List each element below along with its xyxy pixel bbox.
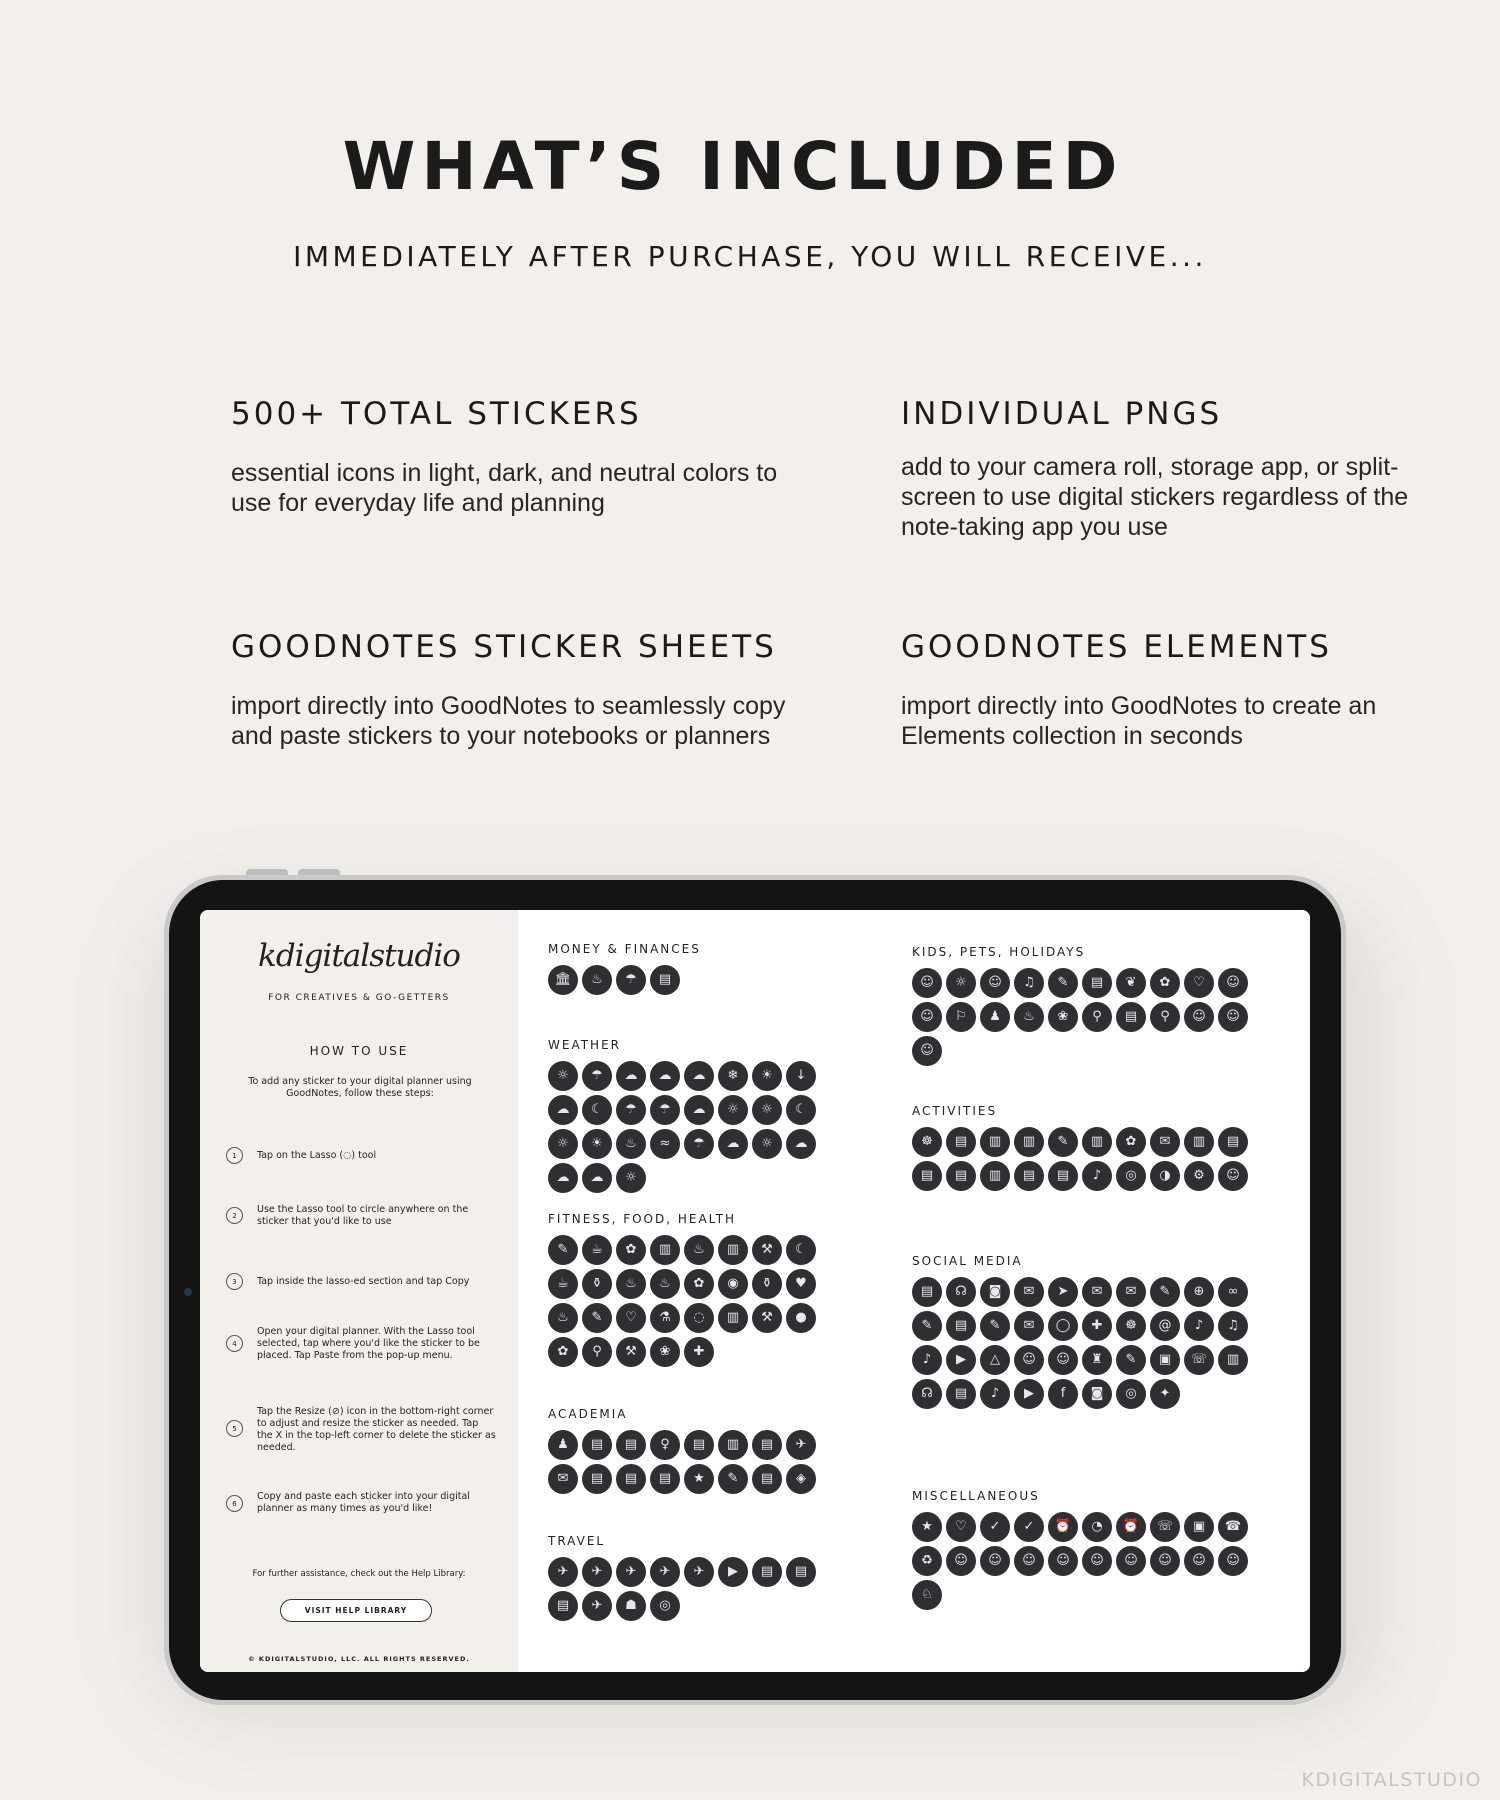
sticker-icon[interactable]: ✿ (616, 1235, 646, 1265)
category-money-finances (548, 942, 848, 995)
sticker-icon[interactable]: ▤ (1116, 1002, 1146, 1032)
sticker-icon[interactable]: ✎ (582, 1303, 612, 1333)
feature-description: import directly into GoodNotes to create an Elements collection in seconds (901, 692, 1377, 750)
sticker-icon[interactable]: ↓ (786, 1061, 816, 1091)
sticker-icon[interactable]: ▤ (786, 1557, 816, 1587)
step-number: 3 (226, 1273, 243, 1290)
tablet-screen (200, 910, 1310, 1672)
category-title: ACADEMIA (548, 1407, 628, 1421)
help-assist-text: For further assistance, check out the Help Library: (252, 1569, 466, 1579)
sticker-icon[interactable]: ☏ (1184, 1345, 1214, 1375)
sticker-icon[interactable]: ◎ (650, 1591, 680, 1621)
sticker-grid (912, 1127, 1272, 1191)
sticker-icon[interactable]: ▥ (980, 1127, 1010, 1157)
sticker-icon[interactable]: ◙ (980, 1277, 1010, 1307)
step-text: Copy and paste each sticker into your digital planner as many times as you'd like! (257, 1491, 470, 1514)
sticker-icon[interactable]: ▶ (946, 1345, 976, 1375)
sticker-icon[interactable]: ☁ (718, 1129, 748, 1159)
sticker-icon[interactable]: ★ (912, 1512, 942, 1542)
sticker-icon[interactable]: ☏ (1150, 1512, 1180, 1542)
feature-description: add to your camera roll, storage app, or split-screen to use digital stickers regardless of the note-taking app you use (901, 453, 1409, 541)
sticker-icon[interactable]: ❀ (650, 1337, 680, 1367)
sticker-icon[interactable]: ✎ (548, 1235, 578, 1265)
sticker-icon[interactable]: ☺ (1218, 1546, 1248, 1576)
sticker-grid (548, 1430, 848, 1494)
sticker-grid (548, 965, 848, 995)
sticker-icon[interactable]: ☁ (582, 1163, 612, 1193)
category-title: FITNESS, FOOD, HEALTH (548, 1212, 737, 1226)
sticker-icon[interactable]: ♥ (786, 1269, 816, 1299)
step-text: Use the Lasso tool to circle anywhere on the sticker that you'd like to use (257, 1204, 469, 1227)
sticker-icon[interactable]: ⚒ (752, 1303, 782, 1333)
step-number: 2 (226, 1207, 243, 1224)
sticker-icon[interactable]: ▤ (616, 1464, 646, 1494)
sticker-icon[interactable]: ☁ (548, 1163, 578, 1193)
sticker-sheet (518, 910, 1310, 1672)
sticker-icon[interactable]: ☼ (752, 1129, 782, 1159)
sticker-icon[interactable]: ∞ (1218, 1277, 1248, 1307)
sticker-icon[interactable]: ▥ (1184, 1127, 1214, 1157)
sticker-icon[interactable]: ✿ (684, 1269, 714, 1299)
sticker-icon[interactable]: ☁ (684, 1061, 714, 1091)
sticker-icon[interactable]: ◈ (786, 1464, 816, 1494)
category-title: MONEY & FINANCES (548, 942, 701, 956)
category-title: SOCIAL MEDIA (912, 1254, 1023, 1268)
sticker-icon[interactable]: ⚱ (582, 1269, 612, 1299)
sticker-icon[interactable]: ☁ (548, 1095, 578, 1125)
sticker-icon[interactable]: ☺ (1048, 1546, 1078, 1576)
category-weather (548, 1038, 848, 1193)
sticker-icon[interactable]: ▤ (650, 1464, 680, 1494)
sticker-icon[interactable]: ⚗ (650, 1303, 680, 1333)
sticker-icon[interactable]: ✉ (1116, 1277, 1146, 1307)
sticker-icon[interactable]: ✿ (1116, 1127, 1146, 1157)
sticker-icon[interactable]: ☂ (616, 965, 646, 995)
feature-description: essential icons in light, dark, and neutral colors to use for everyday life and planning (231, 459, 778, 517)
sticker-icon[interactable]: ✦ (1150, 1379, 1180, 1409)
sticker-icon[interactable]: ▥ (1014, 1127, 1044, 1157)
page-subheadline: IMMEDIATELY AFTER PURCHASE, YOU WILL RECEIVE... (293, 240, 1207, 273)
sticker-icon[interactable]: ✈ (582, 1591, 612, 1621)
sticker-icon[interactable]: ♪ (1082, 1161, 1112, 1191)
sticker-grid (912, 1277, 1272, 1409)
sticker-icon[interactable]: ☀ (752, 1061, 782, 1091)
sticker-icon[interactable]: ▶ (1014, 1379, 1044, 1409)
category-miscellaneous (912, 1489, 1272, 1610)
sticker-icon[interactable]: ☺ (1014, 1546, 1044, 1576)
sticker-icon[interactable]: ⏰ (1048, 1512, 1078, 1542)
sticker-icon[interactable]: ✉ (548, 1464, 578, 1494)
sticker-icon[interactable]: ☺ (912, 1002, 942, 1032)
feature-description: import directly into GoodNotes to seamlessly copy and paste stickers to your notebooks or planners (231, 692, 786, 750)
sticker-icon[interactable]: ◑ (1150, 1161, 1180, 1191)
step-number: 4 (226, 1335, 243, 1352)
sticker-icon[interactable]: ➤ (1048, 1277, 1078, 1307)
sticker-icon[interactable]: ♫ (1218, 1311, 1248, 1341)
sticker-grid (548, 1235, 848, 1367)
sticker-icon[interactable]: ✈ (786, 1430, 816, 1460)
sticker-icon[interactable]: ▥ (718, 1235, 748, 1265)
sticker-icon[interactable]: ♪ (1184, 1311, 1214, 1341)
instructions-sidebar (200, 910, 518, 1672)
sticker-icon[interactable]: ♘ (912, 1580, 942, 1610)
sticker-icon[interactable]: ✉ (1082, 1277, 1112, 1307)
sticker-icon[interactable]: ✈ (582, 1557, 612, 1587)
sticker-icon[interactable]: ▶ (718, 1557, 748, 1587)
sticker-icon[interactable]: ☾ (786, 1235, 816, 1265)
sticker-icon[interactable]: ☊ (912, 1379, 942, 1409)
sticker-icon[interactable]: ☼ (548, 1061, 578, 1091)
sticker-icon[interactable]: ◌ (684, 1303, 714, 1333)
sticker-icon[interactable]: ✈ (548, 1557, 578, 1587)
sticker-icon[interactable]: ☺ (1184, 1546, 1214, 1576)
step-text: Tap inside the lasso-ed section and tap Copy (257, 1276, 470, 1287)
sticker-icon[interactable]: ▤ (582, 1430, 612, 1460)
sticker-icon[interactable]: ▣ (1184, 1512, 1214, 1542)
category-kids-pets-holidays (912, 945, 1272, 1066)
category-social-media (912, 1254, 1272, 1409)
sticker-icon[interactable]: ☸ (912, 1127, 942, 1157)
sticker-icon[interactable]: ✎ (912, 1311, 942, 1341)
sticker-icon[interactable]: ✈ (616, 1557, 646, 1587)
sticker-icon[interactable]: ♨ (650, 1269, 680, 1299)
category-fitness-food-health (548, 1212, 848, 1367)
category-title: WEATHER (548, 1038, 621, 1052)
sticker-icon[interactable]: ☁ (616, 1061, 646, 1091)
feature-title: GOODNOTES ELEMENTS (901, 629, 1332, 665)
sticker-icon[interactable]: @ (1150, 1311, 1180, 1341)
sticker-icon[interactable]: ▤ (1082, 968, 1112, 998)
sticker-icon[interactable]: ♨ (582, 965, 612, 995)
category-title: MISCELLANEOUS (912, 1489, 1040, 1503)
sticker-icon[interactable]: ✈ (684, 1557, 714, 1587)
sticker-icon[interactable]: ◯ (1048, 1311, 1078, 1341)
sticker-icon[interactable]: ✿ (548, 1337, 578, 1367)
sticker-icon[interactable]: ▤ (548, 1591, 578, 1621)
sticker-icon[interactable]: ✉ (1150, 1127, 1180, 1157)
sticker-icon[interactable]: ☺ (1150, 1546, 1180, 1576)
sticker-icon[interactable]: ☁ (786, 1129, 816, 1159)
sticker-icon[interactable]: ♨ (1014, 1002, 1044, 1032)
sticker-icon[interactable]: ⚙ (1184, 1161, 1214, 1191)
howto-step (226, 1326, 496, 1362)
tablet-bezel (169, 880, 1341, 1700)
sticker-icon[interactable]: ⚒ (752, 1235, 782, 1265)
howto-title: HOW TO USE (309, 1044, 409, 1058)
brand-tagline: FOR CREATIVES & GO-GETTERS (268, 993, 450, 1003)
sticker-icon[interactable]: ✿ (1150, 968, 1180, 998)
step-number: 6 (226, 1495, 243, 1512)
sticker-icon[interactable]: ⚱ (752, 1269, 782, 1299)
sticker-icon[interactable]: ▤ (912, 1277, 942, 1307)
sticker-icon[interactable]: ☕ (582, 1235, 612, 1265)
sticker-icon[interactable]: ▤ (650, 965, 680, 995)
sticker-icon[interactable]: ▤ (752, 1464, 782, 1494)
category-title: ACTIVITIES (912, 1104, 998, 1118)
feature-goodnotes-elements (901, 629, 1461, 751)
sticker-icon[interactable]: ● (786, 1303, 816, 1333)
step-text: Tap on the Lasso (◌) tool (257, 1150, 377, 1161)
sticker-icon[interactable]: ❀ (1048, 1002, 1078, 1032)
sticker-icon[interactable]: ♡ (616, 1303, 646, 1333)
sticker-grid (912, 968, 1272, 1066)
sticker-icon[interactable]: ⚐ (946, 1002, 976, 1032)
step-number: 1 (226, 1147, 243, 1164)
category-title: TRAVEL (548, 1534, 606, 1548)
brand-watermark: KDIGITALSTUDIO (1301, 1769, 1482, 1791)
howto-step (226, 1204, 496, 1228)
sticker-icon[interactable]: f (1048, 1379, 1078, 1409)
sticker-icon[interactable]: ✉ (1014, 1277, 1044, 1307)
sticker-icon[interactable]: ♫ (1014, 968, 1044, 998)
sticker-icon[interactable]: ♨ (548, 1303, 578, 1333)
category-activities (912, 1104, 1272, 1191)
sticker-icon[interactable]: ☀ (582, 1129, 612, 1159)
sticker-icon[interactable]: ❄ (718, 1061, 748, 1091)
sticker-icon[interactable]: ♨ (684, 1235, 714, 1265)
sticker-icon[interactable]: ◎ (1116, 1161, 1146, 1191)
visit-help-library-button[interactable]: VISIT HELP LIBRARY (280, 1599, 432, 1622)
sticker-icon[interactable]: ☺ (946, 1546, 976, 1576)
sticker-icon[interactable]: ▤ (582, 1464, 612, 1494)
sticker-icon[interactable]: ♡ (1184, 968, 1214, 998)
category-academia (548, 1407, 848, 1494)
sticker-grid (548, 1557, 848, 1621)
sticker-icon[interactable]: ☼ (548, 1129, 578, 1159)
sticker-icon[interactable]: ☺ (1048, 1345, 1078, 1375)
sticker-icon[interactable]: ☺ (1184, 1002, 1214, 1032)
sticker-icon[interactable]: ✎ (1048, 1127, 1078, 1157)
sticker-icon[interactable]: ◎ (1116, 1379, 1146, 1409)
sticker-icon[interactable]: 🏛 (548, 965, 578, 995)
sticker-icon[interactable]: ☺ (980, 1546, 1010, 1576)
sticker-icon[interactable]: ▤ (946, 1161, 976, 1191)
sticker-icon[interactable]: ☼ (946, 968, 976, 998)
sticker-icon[interactable]: ✓ (1014, 1512, 1044, 1542)
sticker-icon[interactable]: ♪ (912, 1345, 942, 1375)
sticker-icon[interactable]: ♨ (616, 1269, 646, 1299)
sticker-icon[interactable]: ★ (684, 1464, 714, 1494)
sticker-icon[interactable]: ☾ (582, 1095, 612, 1125)
sticker-icon[interactable]: ▤ (1014, 1161, 1044, 1191)
sticker-icon[interactable]: ☺ (912, 1036, 942, 1066)
sticker-icon[interactable]: ♻ (912, 1546, 942, 1576)
sticker-grid (912, 1512, 1272, 1610)
sticker-icon[interactable]: ⚒ (616, 1337, 646, 1367)
sticker-icon[interactable]: ▣ (1150, 1345, 1180, 1375)
sticker-icon[interactable]: ♪ (980, 1379, 1010, 1409)
sticker-icon[interactable]: ☁ (684, 1095, 714, 1125)
sticker-icon[interactable]: ▥ (650, 1235, 680, 1265)
sticker-icon[interactable]: ▤ (946, 1379, 976, 1409)
feature-goodnotes-sticker-sheets (231, 629, 791, 751)
sticker-icon[interactable]: ♀ (650, 1430, 680, 1460)
sticker-icon[interactable]: ▤ (684, 1430, 714, 1460)
sticker-icon[interactable]: ☺ (912, 968, 942, 998)
howto-step (226, 1273, 496, 1290)
brand-logo: kdigitalstudio (258, 938, 460, 974)
sticker-icon[interactable]: ▤ (1048, 1161, 1078, 1191)
howto-intro: To add any sticker to your digital planner using GoodNotes, follow these steps: (248, 1076, 472, 1099)
sticker-icon[interactable]: ▤ (752, 1430, 782, 1460)
sticker-icon[interactable]: ▤ (1218, 1127, 1248, 1157)
sticker-icon[interactable]: ✎ (980, 1311, 1010, 1341)
sticker-icon[interactable]: ⊕ (1184, 1277, 1214, 1307)
sticker-icon[interactable]: ✈ (650, 1557, 680, 1587)
sticker-icon[interactable]: ≈ (650, 1129, 680, 1159)
howto-step (226, 1147, 496, 1164)
sticker-icon[interactable]: ☸ (1116, 1311, 1146, 1341)
sticker-icon[interactable]: ☺ (1218, 1002, 1248, 1032)
sticker-icon[interactable]: ▤ (946, 1311, 976, 1341)
sticker-grid (548, 1061, 848, 1193)
sticker-icon[interactable]: ▥ (980, 1161, 1010, 1191)
sticker-icon[interactable]: ▤ (616, 1430, 646, 1460)
page-headline: WHAT’S INCLUDED (342, 128, 1124, 205)
step-text: Tap the Resize (⊘) icon in the bottom-right corner to adjust and resize the sticker as needed. Tap the X in the top-left corner to delete the sticker as needed. (257, 1406, 496, 1453)
sticker-icon[interactable]: ⚲ (1150, 1002, 1180, 1032)
sticker-icon[interactable]: ♟ (980, 1002, 1010, 1032)
sticker-icon[interactable]: ☊ (946, 1277, 976, 1307)
category-title: KIDS, PETS, HOLIDAYS (912, 945, 1086, 959)
sticker-icon[interactable]: ✎ (1150, 1277, 1180, 1307)
copyright-text: © KDIGITALSTUDIO, LLC. ALL RIGHTS RESERVED. (248, 1655, 470, 1663)
sticker-icon[interactable]: ✉ (1014, 1311, 1044, 1341)
howto-step (226, 1406, 496, 1454)
sticker-icon[interactable]: ▥ (1082, 1127, 1112, 1157)
sticker-icon[interactable]: ✎ (718, 1464, 748, 1494)
sticker-icon[interactable]: ♟ (548, 1430, 578, 1460)
sticker-icon[interactable]: ⚲ (582, 1337, 612, 1367)
sticker-icon[interactable]: ☂ (650, 1095, 680, 1125)
sticker-icon[interactable]: ◉ (718, 1269, 748, 1299)
tablet-frame (164, 875, 1346, 1705)
sticker-icon[interactable]: ☂ (684, 1129, 714, 1159)
sticker-icon[interactable]: ✎ (1048, 968, 1078, 998)
sticker-icon[interactable]: ❦ (1116, 968, 1146, 998)
sticker-icon[interactable]: ▤ (912, 1161, 942, 1191)
category-travel (548, 1534, 848, 1621)
sticker-icon[interactable]: ▥ (718, 1430, 748, 1460)
sticker-icon[interactable]: ♜ (1082, 1345, 1112, 1375)
camera-icon (184, 1288, 192, 1296)
sticker-icon[interactable]: ◙ (1082, 1379, 1112, 1409)
sticker-icon[interactable]: △ (980, 1345, 1010, 1375)
howto-step (226, 1491, 496, 1515)
feature-total-stickers (231, 396, 791, 518)
step-text: Open your digital planner. With the Lasso tool selected, tap where you'd like the sticker to be placed. Tap Paste from the pop-up menu. (257, 1326, 480, 1361)
sticker-icon[interactable]: ✚ (684, 1337, 714, 1367)
feature-title: GOODNOTES STICKER SHEETS (231, 629, 777, 665)
sticker-icon[interactable]: ▥ (1218, 1345, 1248, 1375)
sticker-icon[interactable]: ♡ (946, 1512, 976, 1542)
sticker-icon[interactable]: ☺ (1116, 1546, 1146, 1576)
sticker-icon[interactable]: ✎ (1116, 1345, 1146, 1375)
sticker-icon[interactable]: ☺ (1082, 1546, 1112, 1576)
feature-title: INDIVIDUAL PNGS (901, 396, 1223, 432)
sticker-icon[interactable]: ☺ (1218, 968, 1248, 998)
sticker-icon[interactable]: ☕ (548, 1269, 578, 1299)
sticker-icon[interactable]: ▥ (718, 1303, 748, 1333)
sticker-icon[interactable]: ☂ (582, 1061, 612, 1091)
feature-title: 500+ TOTAL STICKERS (231, 396, 642, 432)
sticker-icon[interactable]: ◔ (1082, 1512, 1112, 1542)
sticker-icon[interactable]: ☾ (786, 1095, 816, 1125)
sticker-icon[interactable]: ☺ (1014, 1345, 1044, 1375)
sticker-icon[interactable]: ▤ (752, 1557, 782, 1587)
sticker-icon[interactable]: ✓ (980, 1512, 1010, 1542)
sticker-icon[interactable]: ▤ (946, 1127, 976, 1157)
sticker-icon[interactable]: ☼ (752, 1095, 782, 1125)
sticker-icon[interactable]: ☂ (616, 1095, 646, 1125)
sticker-icon[interactable]: ☺ (1218, 1161, 1248, 1191)
sticker-icon[interactable]: ☎ (1218, 1512, 1248, 1542)
sticker-icon[interactable]: ☼ (616, 1163, 646, 1193)
sticker-icon[interactable]: ☗ (616, 1591, 646, 1621)
sticker-icon[interactable]: ⏰ (1116, 1512, 1146, 1542)
feature-individual-pngs (901, 396, 1461, 542)
sticker-icon[interactable]: ♨ (616, 1129, 646, 1159)
sticker-icon[interactable]: ✚ (1082, 1311, 1112, 1341)
step-number: 5 (226, 1420, 243, 1437)
sticker-icon[interactable]: ☁ (650, 1061, 680, 1091)
sticker-icon[interactable]: ⚲ (1082, 1002, 1112, 1032)
sticker-icon[interactable]: ☼ (718, 1095, 748, 1125)
sticker-icon[interactable]: ☺ (980, 968, 1010, 998)
